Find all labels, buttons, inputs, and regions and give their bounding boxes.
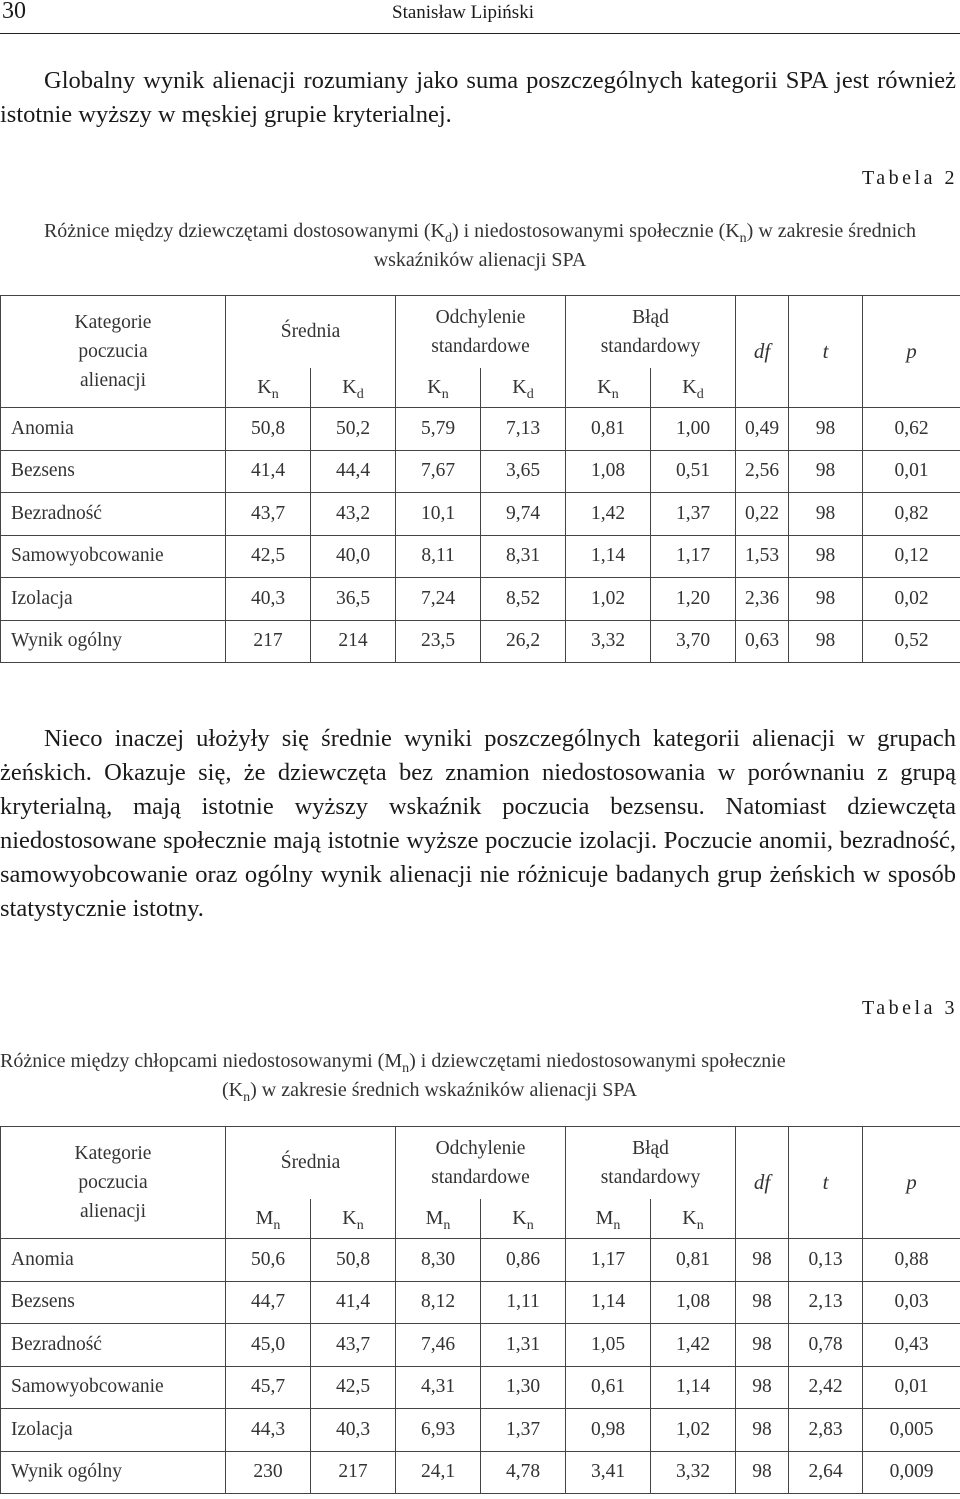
table-cell: 98 [789, 535, 863, 578]
table-cell: 43,2 [311, 493, 396, 536]
table-cell: 2,83 [789, 1409, 863, 1452]
subheader-cell: $K_d$ [311, 368, 396, 408]
table-cell: 7,67 [396, 450, 481, 493]
table-cell: 1,05 [566, 1324, 651, 1367]
row-category: Anomia [1, 1239, 226, 1282]
table-cell: 4,31 [396, 1366, 481, 1409]
table-cell: 44,4 [311, 450, 396, 493]
table-cell: 3,32 [651, 1451, 736, 1494]
paragraph-2-text: Nieco inaczej ułożyły się średnie wyniki poszczególnych kategorii alienacji w grupach żeńskich. Okazuje się, że dziewczęta bez znamion niedostosowania w porównaniu z grupą kryterialną, mają istotnie wyższy wskaźnik poczucia bezsensu. Natomiast dziewczęta niedostosowane społecznie mają istotnie wyższe poczucie izolacji. Poczucie anomii, bezradność, samowyobcowanie oraz ogólny wynik alienacji nie różnicuje badanych grup żeńskich w sposób statystycznie istotny. [0, 725, 956, 922]
table-cell: 0,43 [863, 1324, 960, 1367]
table-cell: 8,31 [481, 535, 566, 578]
table-cell: 1,08 [651, 1281, 736, 1324]
table-row [1, 408, 960, 451]
table-row [1, 535, 960, 578]
table-cell: 1,30 [481, 1366, 566, 1409]
table-row [1, 1451, 960, 1494]
table-cell: 0,82 [863, 493, 960, 536]
table-cell: 2,13 [789, 1281, 863, 1324]
table-cell: 4,78 [481, 1451, 566, 1494]
col-header-srednia: Średnia [226, 296, 396, 368]
col-header-t: t [789, 296, 863, 408]
table-cell: 0,62 [863, 408, 960, 451]
row-category: Anomia [1, 408, 226, 451]
table-2 [0, 295, 960, 663]
table-cell: 0,22 [736, 493, 789, 536]
table-cell: 2,56 [736, 450, 789, 493]
table-cell: 98 [789, 578, 863, 621]
table-cell: 44,3 [226, 1409, 311, 1452]
paragraph-1-text: Globalny wynik alienacji rozumiany jako suma poszczególnych kategorii SPA jest również istotnie wyższy w męskiej grupie kryterialnej. [0, 67, 956, 128]
table-cell: 42,5 [311, 1366, 396, 1409]
table-cell: 50,8 [311, 1239, 396, 1282]
table-cell: 0,78 [789, 1324, 863, 1367]
table-cell: 0,51 [651, 450, 736, 493]
table-cell: 217 [311, 1451, 396, 1494]
col-header-p: p [863, 296, 960, 408]
table-row [1, 493, 960, 536]
col-header-odchylenie: Odchylenie standardowe [396, 296, 566, 368]
table-cell: 36,5 [311, 578, 396, 621]
subheader-cell: $K_n$ [396, 368, 481, 408]
row-category: Bezradność [1, 493, 226, 536]
table-cell: 98 [736, 1239, 789, 1282]
row-category: Izolacja [1, 1409, 226, 1452]
table-cell: 98 [736, 1409, 789, 1452]
table-cell: 2,64 [789, 1451, 863, 1494]
row-category: Bezsens [1, 450, 226, 493]
table-cell: 98 [789, 620, 863, 663]
table-cell: 50,2 [311, 408, 396, 451]
col-header-kategorie: Kategorie poczucia alienacji [1, 1127, 226, 1239]
table-cell: 3,65 [481, 450, 566, 493]
table-cell: 1,20 [651, 578, 736, 621]
table-cell: 0,52 [863, 620, 960, 663]
table-cell: 1,42 [651, 1324, 736, 1367]
row-category: Samowyobcowanie [1, 535, 226, 578]
table-cell: 1,53 [736, 535, 789, 578]
table-cell: 41,4 [226, 450, 311, 493]
table-row [1, 620, 960, 663]
table-cell: 8,52 [481, 578, 566, 621]
table-row [1, 450, 960, 493]
col-header-odchylenie: Odchylenie standardowe [396, 1127, 566, 1199]
table-cell: 3,70 [651, 620, 736, 663]
page-number: 30 [2, 0, 26, 24]
table-cell: 1,37 [651, 493, 736, 536]
table-cell: 1,08 [566, 450, 651, 493]
table-cell: 0,81 [566, 408, 651, 451]
header-rule [0, 33, 960, 34]
col-header-blad: Błąd standardowy [566, 296, 736, 368]
table-cell: 40,3 [226, 578, 311, 621]
table-cell: 0,03 [863, 1281, 960, 1324]
table-cell: 98 [736, 1451, 789, 1494]
col-header-df: df [736, 296, 789, 408]
table-cell: 98 [789, 493, 863, 536]
subheader-cell: $K_n$ [481, 1199, 566, 1239]
table-cell: 0,01 [863, 450, 960, 493]
table-cell: 44,7 [226, 1281, 311, 1324]
col-header-p: p [863, 1127, 960, 1239]
table-cell: 7,46 [396, 1324, 481, 1367]
table-cell: 0,63 [736, 620, 789, 663]
table-cell: 41,4 [311, 1281, 396, 1324]
row-category: Izolacja [1, 578, 226, 621]
subheader-cell: $K_n$ [651, 1199, 736, 1239]
table-cell: 1,00 [651, 408, 736, 451]
table-cell: 43,7 [226, 493, 311, 536]
subheader-cell: $M_n$ [566, 1199, 651, 1239]
subheader-cell: $K_d$ [481, 368, 566, 408]
table-cell: 1,11 [481, 1281, 566, 1324]
table-cell: 2,42 [789, 1366, 863, 1409]
table-row [1, 1281, 960, 1324]
table-cell: 98 [736, 1281, 789, 1324]
subheader-cell: $M_n$ [226, 1199, 311, 1239]
table-3-label: Tabela 3 [861, 997, 958, 1019]
row-category: Samowyobcowanie [1, 1366, 226, 1409]
table-cell: 1,14 [566, 1281, 651, 1324]
row-category: Bezsens [1, 1281, 226, 1324]
table-row [1, 1324, 960, 1367]
table-cell: 40,0 [311, 535, 396, 578]
table-cell: 9,74 [481, 493, 566, 536]
table-cell: 0,61 [566, 1366, 651, 1409]
subheader-cell: $M_n$ [396, 1199, 481, 1239]
table-2-label: Tabela 2 [861, 167, 958, 189]
table-cell: 8,30 [396, 1239, 481, 1282]
table-cell: 50,6 [226, 1239, 311, 1282]
table-cell: 24,1 [396, 1451, 481, 1494]
table-cell: 0,81 [651, 1239, 736, 1282]
table-cell: 0,49 [736, 408, 789, 451]
subheader-cell: $K_n$ [311, 1199, 396, 1239]
paragraph-1 [0, 64, 956, 132]
table-cell: 40,3 [311, 1409, 396, 1452]
table-cell: 43,7 [311, 1324, 396, 1367]
table-cell: 26,2 [481, 620, 566, 663]
col-header-kategorie: Kategorie poczucia alienacji [1, 296, 226, 408]
table-cell: 45,0 [226, 1324, 311, 1367]
table-cell: 3,32 [566, 620, 651, 663]
table-row [1, 1409, 960, 1452]
table-cell: 1,17 [651, 535, 736, 578]
table-cell: 10,1 [396, 493, 481, 536]
table-row [1, 1239, 960, 1282]
table-cell: 8,12 [396, 1281, 481, 1324]
table-cell: 0,13 [789, 1239, 863, 1282]
table-cell: 45,7 [226, 1366, 311, 1409]
table-cell: 0,02 [863, 578, 960, 621]
subheader-cell: $K_n$ [566, 368, 651, 408]
table-cell: 0,12 [863, 535, 960, 578]
table-cell: 42,5 [226, 535, 311, 578]
table-cell: 1,14 [566, 535, 651, 578]
running-head: Stanisław Lipiński [392, 2, 534, 23]
table-cell: 1,02 [566, 578, 651, 621]
table-3-caption: Różnice między chłopcami niedostosowanymi $(M_n)$ i dziewczętami niedostosowanymi społecznie $(K_n)$ w zakresie średnich wskaźników alienacji SPA [0, 1050, 786, 1105]
table-cell: 1,42 [566, 493, 651, 536]
table-cell: 6,93 [396, 1409, 481, 1452]
table-cell: 0,88 [863, 1239, 960, 1282]
table-cell: 2,36 [736, 578, 789, 621]
table-cell: 0,01 [863, 1366, 960, 1409]
table-cell: 1,17 [566, 1239, 651, 1282]
table-cell: 5,79 [396, 408, 481, 451]
subheader-cell: $K_d$ [651, 368, 736, 408]
row-category: Wynik ogólny [1, 1451, 226, 1494]
table-cell: 3,41 [566, 1451, 651, 1494]
table-cell: 0,009 [863, 1451, 960, 1494]
table-cell: 1,14 [651, 1366, 736, 1409]
table-cell: 23,5 [396, 620, 481, 663]
col-header-blad: Błąd standardowy [566, 1127, 736, 1199]
table-row [1, 1366, 960, 1409]
table-cell: 7,24 [396, 578, 481, 621]
table-3 [0, 1126, 960, 1494]
table-2-caption: Różnice między dziewczętami dostosowanymi $(K_d)$ i niedostosowanymi społecznie $(K_n)$ w zakresie średnich wskaźników alienacji SPA [43, 220, 917, 271]
table-cell: 98 [789, 408, 863, 451]
table-cell: 1,02 [651, 1409, 736, 1452]
table-cell: 98 [736, 1324, 789, 1367]
table-cell: 1,31 [481, 1324, 566, 1367]
col-header-df: df [736, 1127, 789, 1239]
table-cell: 214 [311, 620, 396, 663]
table-cell: 50,8 [226, 408, 311, 451]
table-cell: 0,86 [481, 1239, 566, 1282]
table-cell: 98 [736, 1366, 789, 1409]
table-cell: 230 [226, 1451, 311, 1494]
subheader-cell: $K_n$ [226, 368, 311, 408]
col-header-t: t [789, 1127, 863, 1239]
table-cell: 0,005 [863, 1409, 960, 1452]
table-cell: 217 [226, 620, 311, 663]
row-category: Wynik ogólny [1, 620, 226, 663]
table-cell: 7,13 [481, 408, 566, 451]
table-cell: 8,11 [396, 535, 481, 578]
col-header-srednia: Średnia [226, 1127, 396, 1199]
table-cell: 0,98 [566, 1409, 651, 1452]
row-category: Bezradność [1, 1324, 226, 1367]
paragraph-2 [0, 722, 956, 926]
table-cell: 1,37 [481, 1409, 566, 1452]
table-row [1, 578, 960, 621]
table-cell: 98 [789, 450, 863, 493]
